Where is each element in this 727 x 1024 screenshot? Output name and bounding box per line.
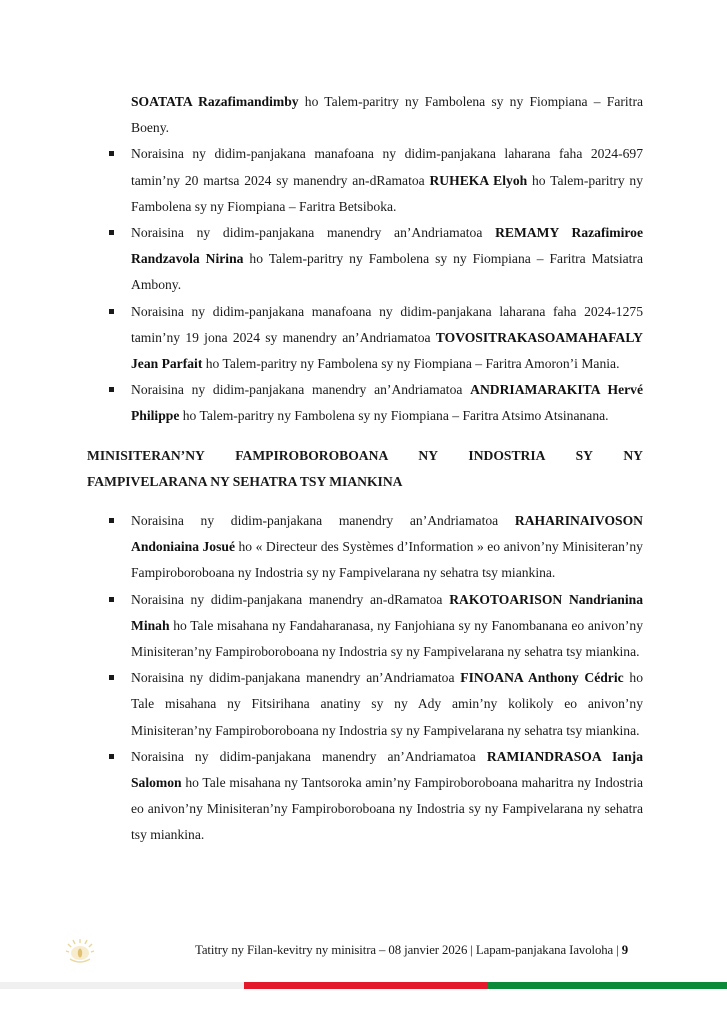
list-item [87, 377, 643, 429]
item-text: Noraisina ny didim-panjakana manendry an’Andriamatoa [131, 670, 461, 686]
section1-list [87, 141, 643, 429]
section-heading [87, 443, 643, 495]
appointee-name: REMAMY Razafimiroe Randzavola Nirina [131, 225, 643, 267]
item-text: ho Tale misahana ny Fandaharanasa, ny Fanjohiana sy ny Fanombanana eo anivon’ny Minisiteran’ny Fampiroboroboana ny Indostria sy ny Fampivelarana ny sehatra tsy miankina. [131, 617, 643, 660]
section-heading-line1: MINISITERAN’NY FAMPIROBOROBOANA NY INDOSTRIA SY NY [87, 447, 643, 463]
bullet-icon [109, 597, 114, 602]
list-item [87, 508, 643, 587]
list-item [87, 299, 643, 378]
appointee-name: RAMIANDRASOA Ianja Salomon [131, 748, 643, 791]
item-text: ho Tale misahana ny Tantsoroka amin’ny Fampiroboroboana maharitra ny Indostria eo anivon’ny Minisiteran’ny Fampiroboroboana ny Indostria sy ny Fampivelarana ny sehatra tsy miankina. [131, 775, 643, 843]
section-heading-line2: FAMPIVELARANA NY SEHATRA TSY MIANKINA [87, 473, 403, 489]
footer-text: Tatitry ny Filan-kevitry ny minisitra – 08 janvier 2026 | Lapam-panjakana Iavoloha | [195, 943, 622, 957]
list-item [87, 587, 643, 666]
appointee-name: FINOANA Anthony Cédric [460, 670, 624, 686]
appointee-name: TOVOSITRAKASOAMAHAFALY Jean Parfait [131, 329, 643, 372]
item-text: Noraisina ny didim-panjakana manendry an’Andriamatoa [131, 748, 487, 764]
item-text: Noraisina ny didim-panjakana manendry an-dRamatoa [131, 591, 450, 607]
item-text: ho Talem-paritry ny Fambolena sy ny Fiompiana – Faritra Matsiatra Ambony. [131, 251, 643, 293]
bullet-icon [109, 387, 114, 392]
continued-list-item [87, 89, 643, 141]
item-text: Noraisina ny didim-panjakana manafoana ny didim-panjakana laharana faha 2024-697 tamin’ny 20 martsa 2024 sy manendry an-dRamatoa [131, 146, 643, 188]
item-text: ho Talem-paritry ny Fambolena sy ny Fiompiana – Faritra Boeny. [131, 94, 643, 136]
footer-bar-grey [0, 982, 244, 989]
list-item [87, 665, 643, 744]
appointee-name: ANDRIAMARAKITA Hervé Philippe [131, 382, 643, 424]
bullet-icon [109, 309, 114, 314]
item-text: ho Tale misahana ny Fitsirihana anatiny sy ny Ady amin’ny kolikoly eo anivon’ny Minisiteran’ny Fampiroboroboana ny Indostria sy ny Fampivelarana ny sehatra tsy miankina. [131, 670, 643, 738]
item-text: Noraisina ny didim-panjakana manendry an’Andriamatoa [131, 382, 471, 398]
page-footer [195, 943, 628, 958]
item-text: ho Talem-paritry ny Fambolena sy ny Fiompiana – Faritra Betsiboka. [131, 172, 644, 214]
bullet-icon [109, 754, 114, 759]
list-item [87, 220, 643, 299]
appointee-name: RAKOTOARISON Nandrianina Minah [131, 591, 643, 633]
item-text: ho Talem-paritry ny Fambolena sy ny Fiompiana – Faritra Atsimo Atsinanana. [179, 408, 609, 424]
item-text: Noraisina ny didim-panjakana manafoana ny didim-panjakana laharana faha 2024-1275 tamin’ny 19 jona 2024 sy manendry an’Andriamatoa [131, 303, 643, 345]
section2-list [87, 508, 643, 849]
page-content [87, 89, 643, 849]
item-text: ho Talem-paritry ny Fambolena sy ny Fiompiana – Faritra Amoron’i Mania. [202, 356, 620, 372]
list-item [87, 141, 643, 220]
appointee-name: SOATATA Razafimandimby [131, 94, 299, 109]
bullet-icon [109, 151, 114, 156]
bullet-icon [109, 518, 114, 523]
page-number: 9 [621, 943, 629, 957]
footer-bar-red [244, 982, 488, 989]
bullet-icon [109, 675, 114, 680]
item-text: ho « Directeur des Systèmes d’Information » eo anivon’ny Minisiteran’ny Fampiroboroboana ny Indostria sy ny Fampivelarana ny sehatra tsy miankina. [131, 539, 643, 581]
appointee-name: RUHEKA Elyoh [429, 172, 528, 188]
footer-bar-green [488, 982, 727, 989]
item-text: Noraisina ny didim-panjakana manendry an’Andriamatoa [131, 513, 515, 529]
item-text: Noraisina ny didim-panjakana manendry an’Andriamatoa [131, 225, 496, 241]
appointee-name: RAHARINAIVOSON Andoniaina Josué [131, 513, 643, 555]
list-item [87, 744, 643, 849]
presidency-emblem-icon [64, 937, 96, 965]
bullet-icon [109, 230, 114, 235]
